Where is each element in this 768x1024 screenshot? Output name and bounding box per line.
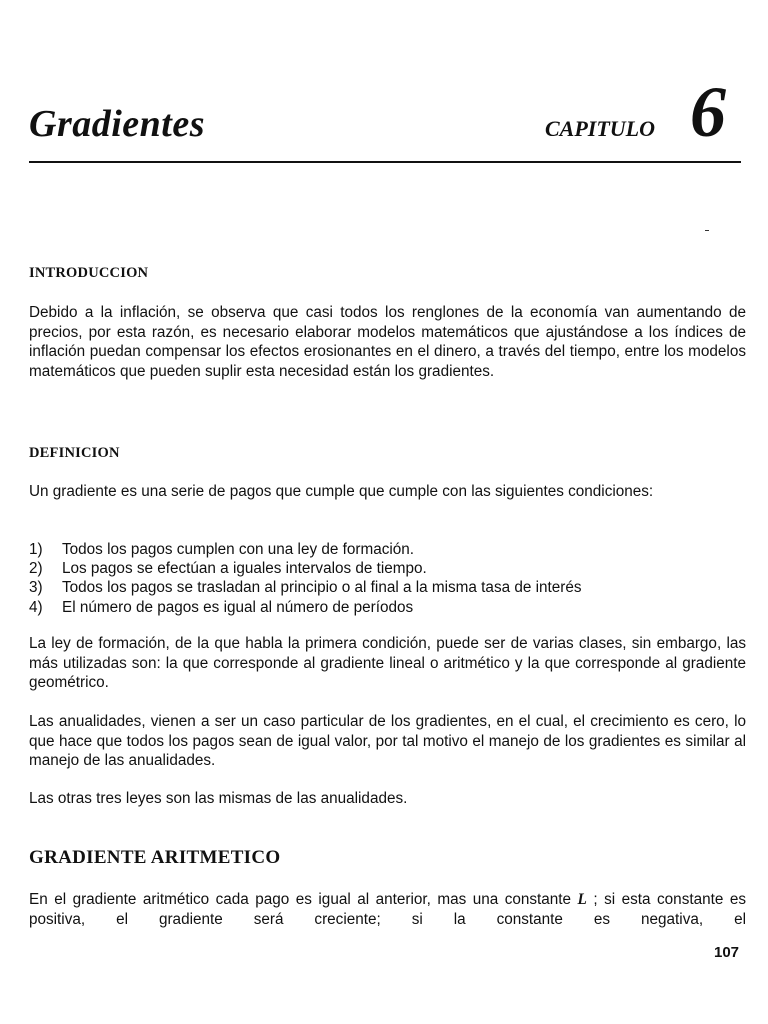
chapter-title: Gradientes [29, 103, 205, 145]
list-item-number: 1) [29, 541, 43, 558]
page-number: 107 [714, 944, 740, 961]
text-fragment: En el gradiente aritmético cada pago es igual al anterior, mas una constante [29, 891, 578, 908]
paragraph-anualidades: Las anualidades, vienen a ser un caso particular de los gradientes, en el cual, el crecimiento es cero, lo que hace que todos los pagos sean de igual valor, por tal motivo el manejo de los gradientes es similar al manejo de las anualidades. [29, 713, 746, 770]
paragraph-gradiente-aritmetico [29, 890, 746, 929]
list-item [29, 540, 746, 559]
paragraph-ley-formacion: La ley de formación, de la que habla la primera condición, puede ser de varias clases, sin embargo, las más utilizadas son: la que corresponde al gradiente lineal o aritmético y la que corresponde al gradiente geométrico. [29, 635, 746, 692]
list-item-text: Todos los pagos cumplen con una ley de formación. [62, 541, 415, 558]
text-fragment: ; si esta constante es positiva, el gradiente será creciente; si la constante es negativa, el [29, 891, 746, 928]
heading-definicion: DEFINICION [29, 445, 120, 461]
paragraph-otras-leyes: Las otras tres leyes son las mismas de las anualidades. [29, 790, 408, 807]
list-item-text: Todos los pagos se trasladan al principio o al final a la misma tasa de interés [62, 579, 582, 597]
list-item-text: Los pagos se efectúan a iguales intervalos de tiempo. [62, 560, 427, 578]
conditions-list [29, 540, 746, 617]
list-item-number: 3) [29, 579, 43, 597]
heading-introduccion: INTRODUCCION [29, 265, 149, 281]
paragraph-definicion: Un gradiente es una serie de pagos que cumple que cumple con las siguientes condiciones: [29, 483, 654, 500]
list-item [29, 578, 746, 597]
chapter-number: 6 [690, 72, 726, 152]
list-item-number: 4) [29, 598, 43, 616]
paragraph-introduccion: Debido a la inflación, se observa que casi todos los renglones de la economía van aumentando de precios, por esta razón, es necesario elaborar modelos matemáticos que ajustándose a los índices de inflación puedan compensar los efectos erosionantes en el dinero, a través del tiempo, entre los modelos matemáticos que pueden suplir esta necesidad están los gradientes. [29, 304, 746, 380]
list-item-number: 2) [29, 560, 43, 578]
list-item [29, 598, 746, 617]
heading-gradiente-aritmetico: GRADIENTE ARITMETICO [29, 847, 281, 868]
list-item-text: El número de pagos es igual al número de períodos [62, 598, 414, 616]
header-rule [29, 161, 741, 163]
list-item [29, 559, 746, 578]
chapter-label: CAPITULO [545, 116, 655, 141]
constant-variable: L [577, 891, 587, 908]
stray-mark [705, 230, 709, 231]
